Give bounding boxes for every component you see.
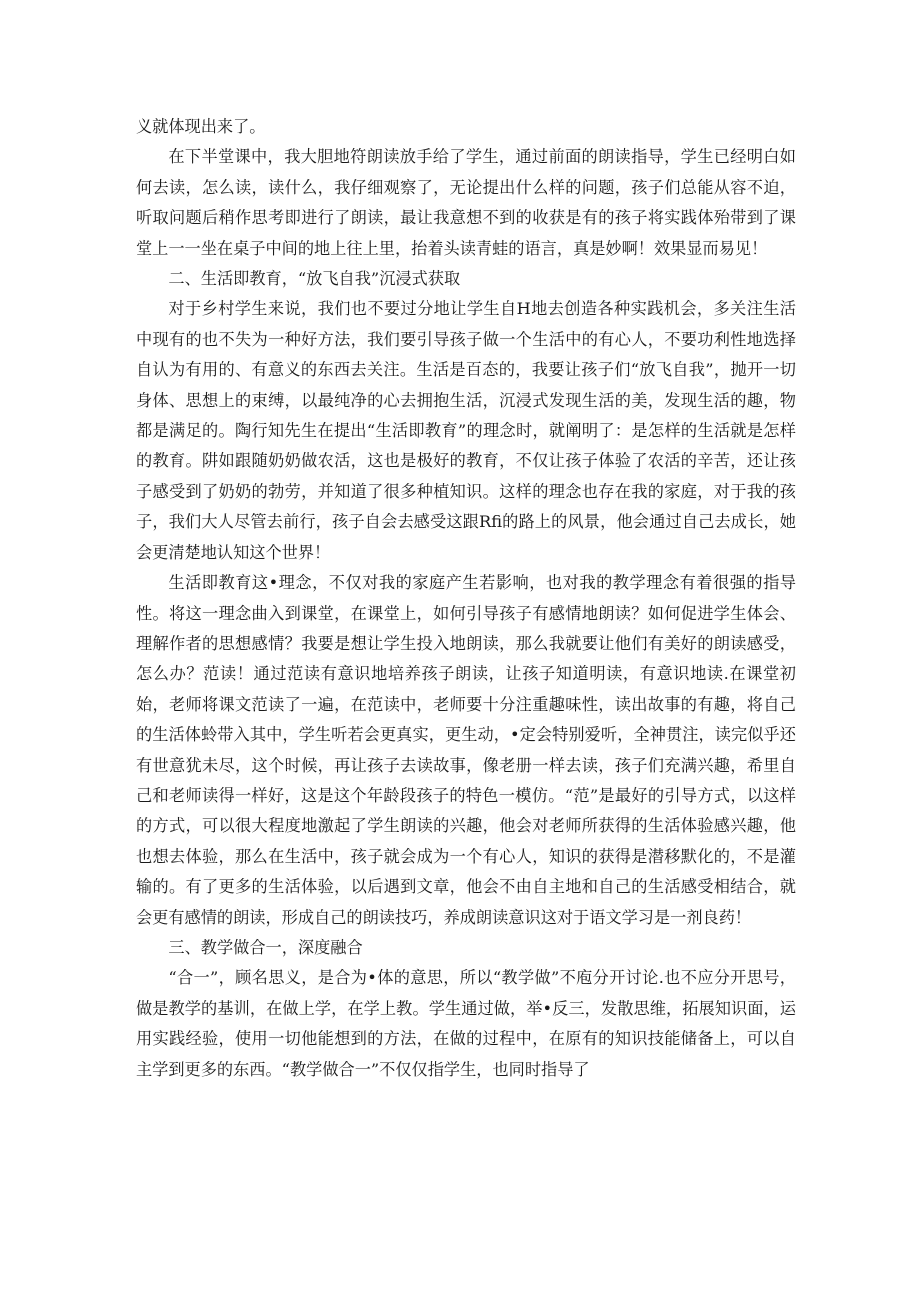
- paragraph-continuation: 义就体现出来了。: [136, 117, 266, 136]
- body-paragraph-3: 生活即教育这•理念，不仅对我的家庭产生若影响，也对我的教学理念有着很强的指导性。将这一理念曲入到课堂，在课堂上，如何引导孩子有感情地朗读？如何促进学生体会、理解作者的思想感情？我要是想让学生投入地朗读，那么我就要让他们有美好的朗读感受，怎么办？范读！通过范读有意识地培养孩子朗读，让孩子知道明读，有意识地读.在课堂初始，老师将课文范读了一遍，在范读中，老师要十分注重趣味性，读出故事的有趣，将自己的生活体蛉带入其中，学生听若会更真实，更生动，•定会特别爱听，全神贯注，读完似乎还有世意犹未尽，这个时候，再让孩子去读故事，像老册一样去读，孩子们充满兴趣，希里自己和老师读得一样好，这是这个年龄段孩子的特色一模仿。“范”是最好的引导方式，以这样的方式，可以很大程度地激起了学生朗读的兴趣，他会对老师所获得的生活体验感兴趣，他也想去体验，那么在生活中，孩子就会成为一个有心人，知识的获得是潜移默化的，不是灌输的。有了更多的生活体验，以后遇到文章，他会不由自主地和自己的生活感受相结合，就会更有感情的朗读，形成自己的朗读技巧，养成朗读意识这对于语文学习是一剂良药！: [136, 573, 796, 927]
- section-heading-3: 三、教学做合一，深度融合: [168, 937, 363, 957]
- body-paragraph-1: 在下半堂课中，我大胆地符朗读放手给了学生，通过前面的朗读指导，学生已经明白如何去读，怎么读，读什么，我仔细观察了，无论提出什么样的问题，孩子们总能从容不迫，听取问题后稍作思考即进行了朗读，最让我意想不到的收获是有的孩子将实践体殆带到了课堂上一一坐在桌子中间的地上往上里，抬着头读青蛙的语言，真是妙啊！效果显而易见！: [136, 147, 796, 258]
- body-paragraph-4: “合一”，顾名思义，是合为•体的意思，所以“教学做”不庖分开讨论.也不应分开思号，做是教学的基训，在做上学，在学上教。学生通过做，举•反三，发散思维，拓展知识面，运用实践经验，使用一切他能想到的方法，在做的过程中，在原有的知识技能储备上，可以自主学到更多的东西。“教学做合一”不仅仅指学生，也同时指导了: [136, 968, 796, 1079]
- section-heading-2: 二、生活即教育，“放飞自我”沉浸式获取: [168, 269, 461, 289]
- document-body: [136, 112, 796, 1085]
- body-paragraph-2: 对于乡村学生来说，我们也不要过分地让学生自H地去创造各种实践机会，多关注生活中现有的也不失为一种好方法，我们要引导孩子做一个生活中的有心人，不要功利性地选择自认为有用的、有意义的东西去关注。生活是百态的，我要让孩子们“放飞自我”，抛开一切身体、思想上的束缚，以最纯净的心去拥抱生活，沉浸式发现生活的美，发现生活的趣，物都是满足的。陶行知先生在提出“生活即教育”的理念时，就阐明了：是怎样的生活就是怎样的教育。阱如跟随奶奶做农活，这也是极好的教育，不仅让孩子体验了农活的辛苦，还让孩子感受到了奶奶的勃劳，并知道了很多种植知识。这样的理念也存在我的家庭，对于我的孩子，我们大人尽管去前行，孩子自会去感受这跟Rfi的路上的风景，他会通过自己去成长，她会更清楚地认知这个世界！: [136, 299, 796, 562]
